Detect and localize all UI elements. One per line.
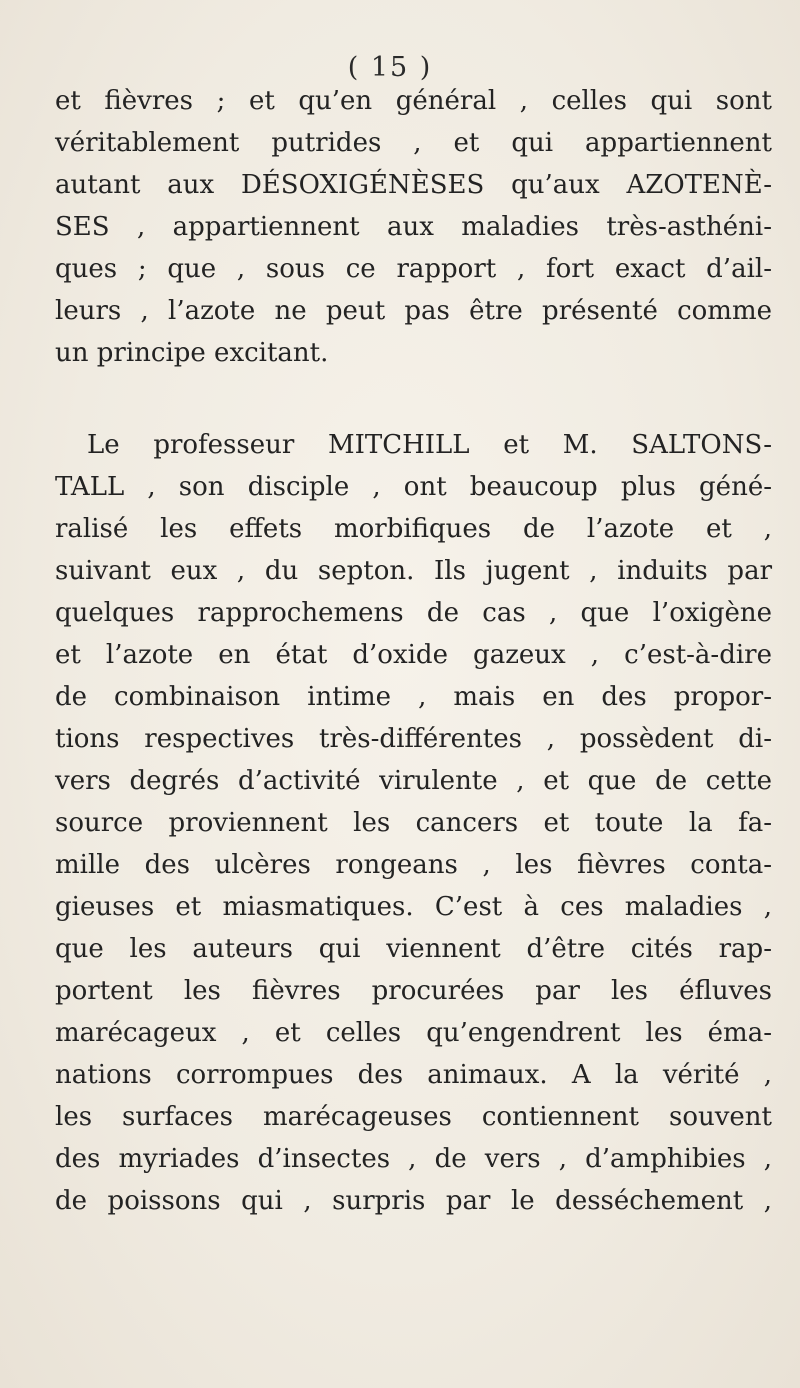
text-line: nations corrompues des animaux. A la vérité , bbox=[55, 1060, 772, 1090]
text-line: ralisé les effets morbifiques de l’azote et , bbox=[55, 514, 772, 544]
text-line: portent les fièvres procurées par les éfluves bbox=[55, 976, 772, 1006]
text-line: mille des ulcères rongeans , les fièvres conta- bbox=[55, 850, 772, 880]
text-line: SES , appartiennent aux maladies très-asthéni- bbox=[55, 212, 772, 242]
text-line: suivant eux , du septon. Ils jugent , induits par bbox=[55, 556, 772, 586]
text-line: TALL , son disciple , ont beaucoup plus géné- bbox=[55, 472, 772, 502]
text-line: de combinaison intime , mais en des propor- bbox=[55, 682, 772, 712]
text-line: gieuses et miasmatiques. C’est à ces maladies , bbox=[55, 892, 772, 922]
page-number: ( 15 ) bbox=[347, 52, 433, 83]
text-line: marécageux , et celles qu’engendrent les éma- bbox=[55, 1018, 772, 1048]
text-line: Le professeur MITCHILL et M. SALTONS- bbox=[87, 430, 772, 460]
text-line: des myriades d’insectes , de vers , d’amphibies , bbox=[55, 1144, 772, 1174]
paragraph-1 bbox=[55, 80, 775, 374]
text-line: autant aux DÉSOXIGÉNÈSES qu’aux AZOTENÈ- bbox=[55, 170, 772, 200]
text-line: un principe excitant. bbox=[55, 338, 329, 368]
text-line: de poissons qui , surpris par le desséchement , bbox=[55, 1186, 772, 1216]
text-line: quelques rapprochemens de cas , que l’oxigène bbox=[55, 598, 772, 628]
text-line: les surfaces marécageuses contiennent souvent bbox=[55, 1102, 772, 1132]
text-line: et fièvres ; et qu’en général , celles qui sont bbox=[55, 86, 772, 116]
text-line: que les auteurs qui viennent d’être cités rap- bbox=[55, 934, 772, 964]
text-line: ques ; que , sous ce rapport , fort exact d’ail- bbox=[55, 254, 772, 284]
page-text bbox=[55, 80, 775, 1222]
paragraph-gap bbox=[55, 374, 775, 424]
text-line: véritablement putrides , et qui appartiennent bbox=[55, 128, 772, 158]
text-line: et l’azote en état d’oxide gazeux , c’est-à-dire bbox=[55, 640, 772, 670]
paragraph-2 bbox=[55, 424, 775, 1222]
text-line: leurs , l’azote ne peut pas être présenté comme bbox=[55, 296, 772, 326]
text-line: tions respectives très-différentes , possèdent di- bbox=[55, 724, 772, 754]
text-line: source proviennent les cancers et toute la fa- bbox=[55, 808, 772, 838]
text-line: vers degrés d’activité virulente , et que de cette bbox=[55, 766, 772, 796]
